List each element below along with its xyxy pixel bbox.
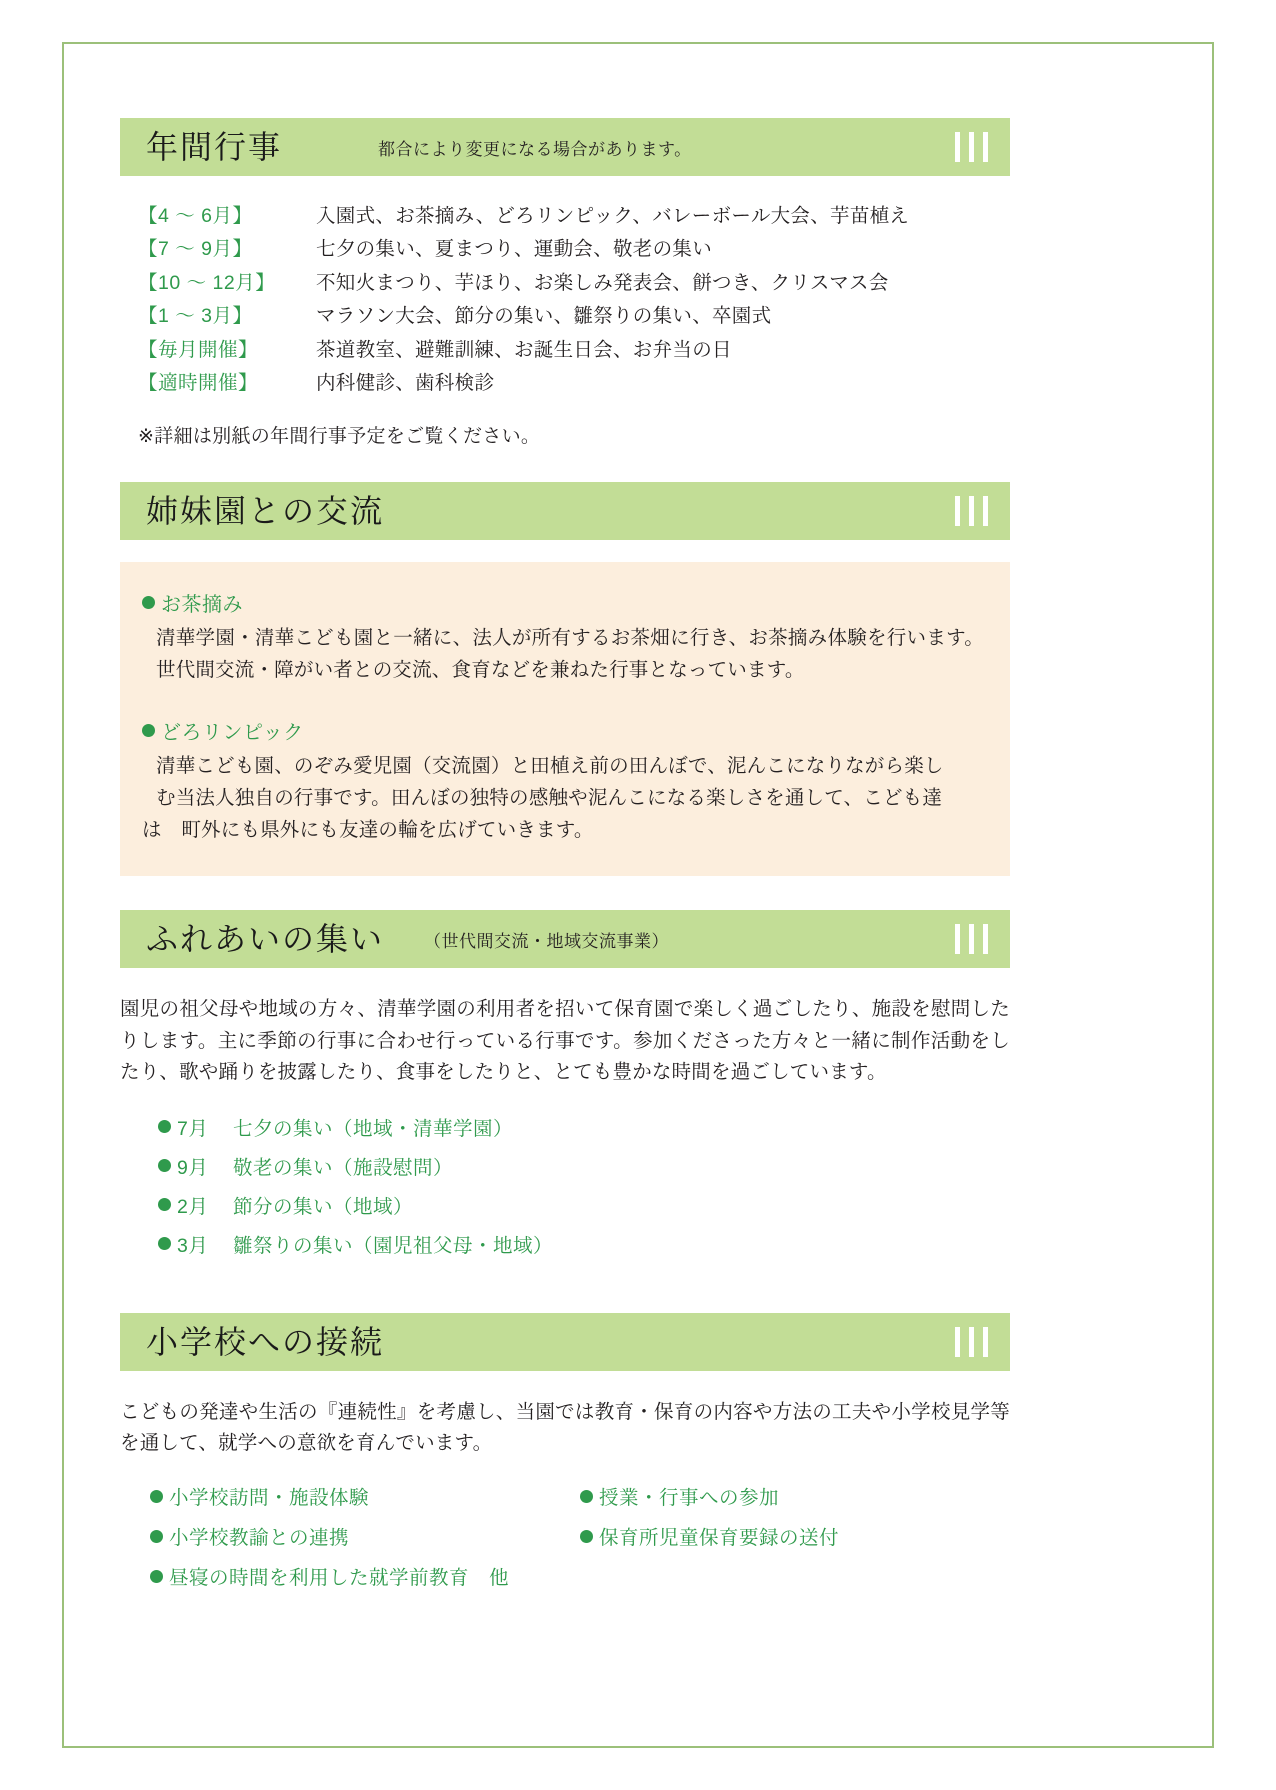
list-item: [158, 1191, 1010, 1219]
schedule-events: 不知火まつり、芋ほり、お楽しみ発表会、餅つき、クリスマス会: [316, 271, 889, 294]
bullet-label: どろリンピック: [161, 722, 304, 745]
sister-school-item-body: [142, 751, 984, 846]
bullet-dot-icon: [150, 1530, 163, 1543]
bullet-label: 授業・行事への参加: [599, 1487, 780, 1510]
schedule-events: マラソン大会、節分の集い、雛祭りの集い、卒園式: [316, 305, 772, 328]
list-item: [142, 588, 984, 686]
list-item: [158, 1113, 1010, 1141]
section-subtitle-annual-events: 都合により変更になる場合があります。: [378, 139, 692, 159]
list-item: [150, 1562, 1010, 1590]
body-line: 清華こども園、のぞみ愛児園（交流園）と田植え前の田んぼで、泥んこになりながら楽し: [156, 755, 944, 778]
list-item: [158, 1152, 1010, 1180]
event-text: 雛祭りの集い（園児祖父母・地域）: [233, 1234, 554, 1257]
schedule-term: 【4 ～ 6月】: [138, 205, 253, 227]
event-text: 敬老の集い（施設慰問）: [233, 1156, 454, 1179]
bullet-label: 昼寝の時間を利用した就学前教育 他: [169, 1567, 510, 1590]
list-item: [150, 1522, 580, 1550]
elementary-column-full: [150, 1562, 1010, 1602]
table-row: [138, 271, 1010, 295]
bullet-dot-icon: [150, 1490, 163, 1503]
event-text: 七夕の集い（地域・清華学園）: [233, 1117, 514, 1140]
event-month: 3月: [177, 1234, 209, 1257]
schedule-term: 【適時開催】: [138, 371, 259, 394]
body-line: は 町外にも県外にも友達の輪を広げていきます。: [142, 818, 594, 841]
bullet-dot-icon: [158, 1120, 171, 1133]
table-row: [138, 237, 1010, 261]
bullet-dot-icon: [158, 1198, 171, 1211]
tick-marks-icon: [955, 1327, 988, 1357]
bullet-dot-icon: [142, 724, 155, 737]
schedule-term: 【10 ～ 12月】: [138, 271, 276, 294]
table-row: [138, 304, 1010, 328]
tick-marks-icon: [955, 496, 988, 526]
section-header-elementary: [120, 1313, 1010, 1371]
schedule-term: 【1 ～ 3月】: [138, 305, 253, 328]
elementary-body: こどもの発達や生活の『連続性』を考慮し、当園では教育・保育の内容や方法の工夫や小学校見学等を通して、就学への意欲を育んでいます。: [120, 1400, 1010, 1455]
table-row: [138, 204, 1010, 228]
sister-school-panel: [120, 562, 1010, 876]
tick-marks-icon: [955, 924, 988, 954]
fureai-event-list: [158, 1113, 1010, 1258]
section-title-annual-events: 年間行事: [146, 129, 283, 165]
bullet-dot-icon: [158, 1237, 171, 1250]
bullet-dot-icon: [142, 596, 155, 609]
section-header-annual-events: [120, 118, 1010, 176]
elementary-column-right: [580, 1482, 1010, 1562]
schedule-events: 茶道教室、避難訓練、お誕生日会、お弁当の日: [316, 338, 732, 361]
schedule-events: 七夕の集い、夏まつり、運動会、敬老の集い: [316, 238, 712, 261]
bullet-dot-icon: [580, 1490, 593, 1503]
list-item: [150, 1482, 580, 1510]
bullet-dot-icon: [158, 1159, 171, 1172]
bullet-label: 小学校教諭との連携: [169, 1527, 350, 1550]
schedule-term: 【毎月開催】: [138, 338, 259, 361]
event-text: 節分の集い（地域）: [233, 1195, 414, 1218]
section-title-elementary: 小学校への接続: [146, 1323, 385, 1360]
list-item: [580, 1482, 1010, 1510]
table-row: [138, 338, 1010, 362]
bullet-label: お茶摘み: [161, 594, 243, 617]
annual-events-schedule: [138, 204, 1010, 395]
elementary-column-left: [150, 1482, 580, 1562]
tick-marks-icon: [955, 132, 988, 162]
sister-school-item-heading: [142, 588, 984, 617]
event-month: 9月: [177, 1156, 209, 1179]
section-header-fureai: [120, 910, 1010, 968]
bullet-dot-icon: [580, 1530, 593, 1543]
event-month: 2月: [177, 1195, 209, 1218]
sister-school-item-body: 清華学園・清華こども園と一緒に、法人が所有するお茶畑に行き、お茶摘み体験を行います。世代間交流・障がい者との交流、食育などを兼ねた行事となっています。: [156, 627, 984, 681]
event-month: 7月: [177, 1117, 209, 1140]
annual-events-note: ※詳細は別紙の年間行事予定をご覧ください。: [138, 426, 541, 448]
section-title-fureai: ふれあいの集い: [146, 921, 385, 958]
section-title-sister-school: 姉妹園との交流: [146, 493, 385, 530]
sister-school-item-heading: [142, 716, 984, 745]
document-content: [120, 118, 1010, 1602]
section-header-sister-school: [120, 482, 1010, 540]
list-item: [580, 1522, 1010, 1550]
schedule-events: 内科健診、歯科検診: [316, 371, 495, 394]
list-item: [142, 716, 984, 846]
body-line: む当法人独自の行事です。田んぼの独特の感触や泥んこになる楽しさを通して、こども達: [156, 786, 943, 809]
table-row: [138, 371, 1010, 395]
elementary-bullet-grid: [150, 1482, 1010, 1602]
schedule-events: 入園式、お茶摘み、どろリンピック、バレーボール大会、芋苗植え: [316, 205, 910, 227]
fureai-body: 園児の祖父母や地域の方々、清華学園の利用者を招いて保育園で楽しく過ごしたり、施設を慰問したりします。主に季節の行事に合わせ行っている行事です。参加くださった方々と一緒に制作活動をしたり、歌や踊りを披露したり、食事をしたりと、とても豊かな時間を過ごしています。: [120, 998, 1010, 1084]
bullet-dot-icon: [150, 1570, 163, 1583]
schedule-term: 【7 ～ 9月】: [138, 238, 253, 261]
list-item: [158, 1230, 1010, 1258]
bullet-label: 保育所児童保育要録の送付: [599, 1527, 840, 1550]
bullet-label: 小学校訪問・施設体験: [169, 1487, 370, 1510]
section-subtitle-fureai: （世代間交流・地域交流事業）: [424, 931, 670, 951]
